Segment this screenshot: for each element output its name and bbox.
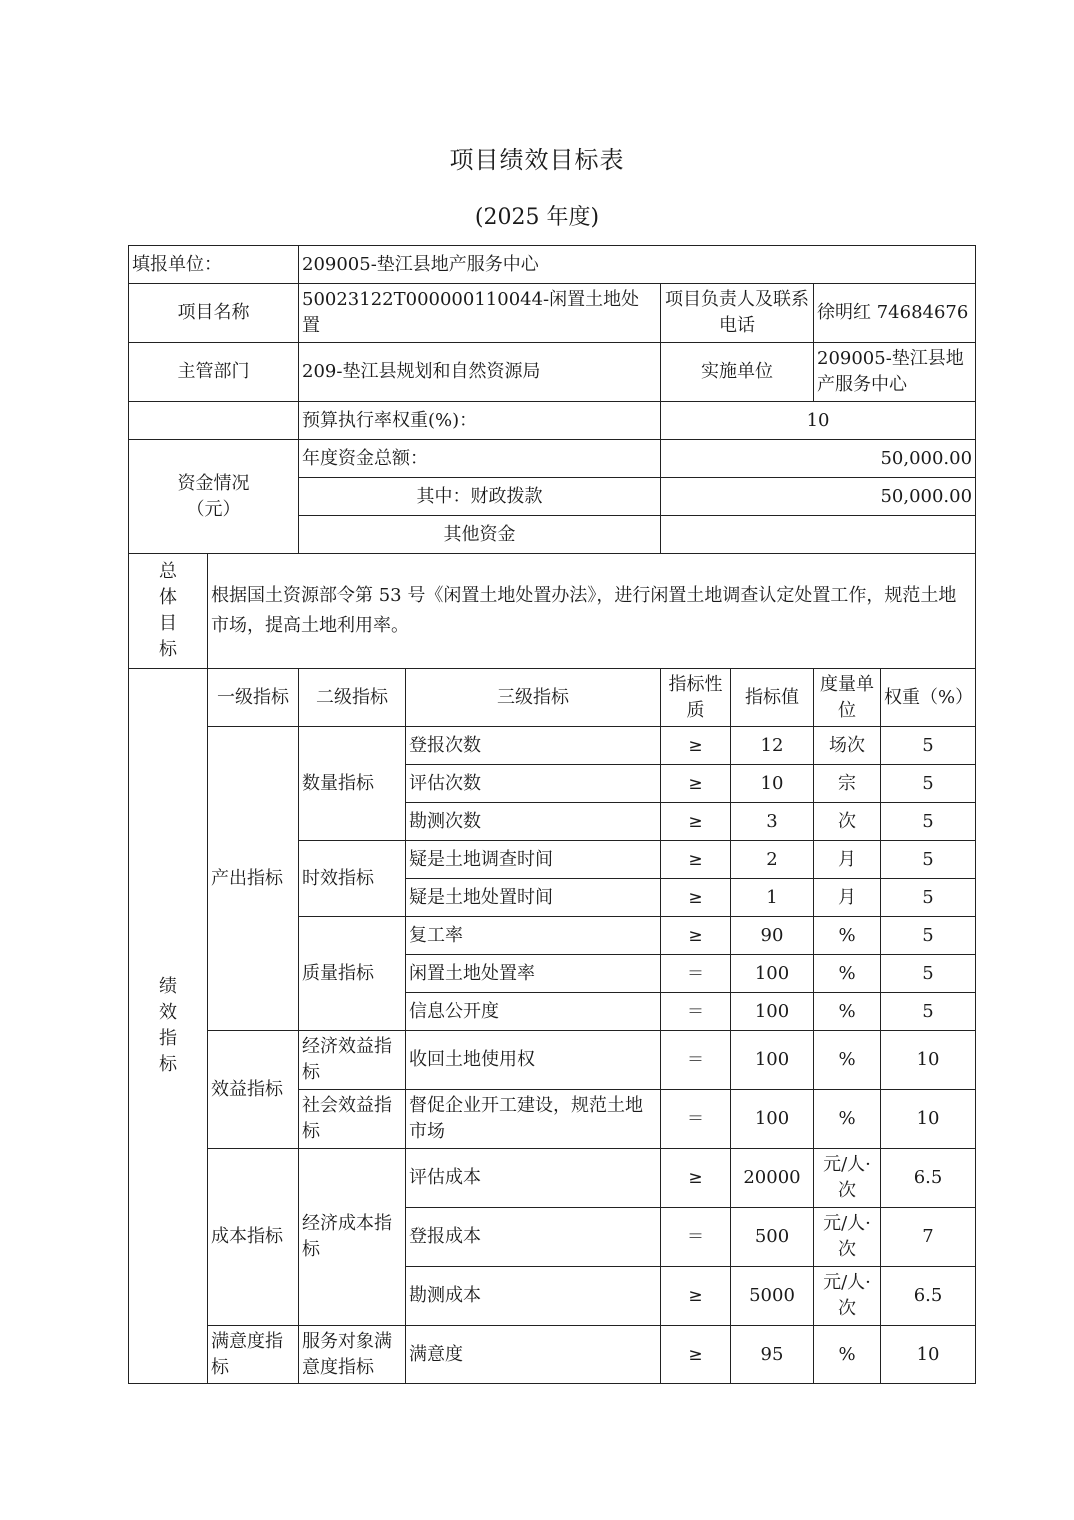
funds-other-value: [661, 516, 976, 554]
subgroup-economic-benefit: 经济效益指标: [299, 1031, 406, 1090]
indicator-weight: 5: [881, 993, 976, 1031]
indicator-name: 勘测成本: [406, 1267, 661, 1326]
indicator-op: ≥: [661, 1149, 731, 1208]
dept-value: 209-垫江县规划和自然资源局: [299, 343, 661, 402]
indicator-value: 100: [731, 955, 814, 993]
funds-other-label: 其他资金: [299, 516, 661, 554]
indicator-unit: 元/人·次: [814, 1149, 881, 1208]
subgroup-economic-cost: 经济成本指标: [299, 1149, 406, 1326]
indicator-name: 满意度: [406, 1326, 661, 1384]
budget-rate-label: 预算执行率权重(%)：: [299, 402, 661, 440]
indicator-value: 100: [731, 1031, 814, 1090]
indicator-unit: %: [814, 1326, 881, 1384]
group-satisfaction: 满意度指标: [208, 1326, 299, 1384]
indicator-unit: 月: [814, 841, 881, 879]
indicator-name: 督促企业开工建设，规范土地市场: [406, 1090, 661, 1149]
indicator-op: ≥: [661, 1326, 731, 1384]
header-level3: 三级指标: [406, 669, 661, 727]
indicator-name: 评估次数: [406, 765, 661, 803]
unit-value: 209005-垫江县地产服务中心: [299, 246, 976, 284]
indicator-op: ＝: [661, 993, 731, 1031]
indicator-unit: %: [814, 955, 881, 993]
indicator-weight: 7: [881, 1208, 976, 1267]
indicator-name: 闲置土地处置率: [406, 955, 661, 993]
header-weight: 权重（%）: [881, 669, 976, 727]
budget-rate-value: 10: [661, 402, 976, 440]
indicator-weight: 5: [881, 765, 976, 803]
project-name-value: 50023122T000000110044-闲置土地处置: [299, 284, 661, 343]
indicator-name: 评估成本: [406, 1149, 661, 1208]
goal-label-text: 总体目标: [159, 561, 177, 660]
indicator-name: 收回土地使用权: [406, 1031, 661, 1090]
project-name-label: 项目名称: [129, 284, 299, 343]
indicator-op: ≥: [661, 765, 731, 803]
header-nature: 指标性质: [661, 669, 731, 727]
header-value: 指标值: [731, 669, 814, 727]
indicator-name: 信息公开度: [406, 993, 661, 1031]
indicator-op: ＝: [661, 1031, 731, 1090]
header-level2: 二级指标: [299, 669, 406, 727]
indicator-op: ≥: [661, 879, 731, 917]
indicator-op: ≥: [661, 841, 731, 879]
indicator-value: 10: [731, 765, 814, 803]
goal-label: [129, 554, 208, 669]
indicator-name: 疑是土地处置时间: [406, 879, 661, 917]
indicator-name: 登报成本: [406, 1208, 661, 1267]
indicator-unit: 月: [814, 879, 881, 917]
indicator-op: ＝: [661, 1090, 731, 1149]
indicator-unit: 宗: [814, 765, 881, 803]
indicator-name: 复工率: [406, 917, 661, 955]
indicator-unit: 元/人·次: [814, 1267, 881, 1326]
indicators-section-label: [129, 669, 208, 1384]
performance-target-table: [128, 245, 976, 1384]
indicator-op: ≥: [661, 1267, 731, 1326]
dept-label: 主管部门: [129, 343, 299, 402]
indicator-unit: 元/人·次: [814, 1208, 881, 1267]
page-title: 项目绩效目标表: [449, 146, 625, 174]
indicator-weight: 10: [881, 1090, 976, 1149]
indicator-op: ＝: [661, 1208, 731, 1267]
subgroup-social-benefit: 社会效益指标: [299, 1090, 406, 1149]
indicator-weight: 6.5: [881, 1267, 976, 1326]
indicator-weight: 5: [881, 803, 976, 841]
indicator-unit: 次: [814, 803, 881, 841]
indicator-unit: %: [814, 993, 881, 1031]
indicator-weight: 5: [881, 727, 976, 765]
indicators-section-text: 绩效指标: [159, 976, 177, 1075]
contact-value: 徐明红 74684676: [814, 284, 976, 343]
indicator-unit: 场次: [814, 727, 881, 765]
indicator-unit: %: [814, 1031, 881, 1090]
group-output: 产出指标: [208, 727, 299, 1031]
indicator-value: 100: [731, 993, 814, 1031]
indicator-value: 3: [731, 803, 814, 841]
group-benefit: 效益指标: [208, 1031, 299, 1149]
goal-text: 根据国土资源部令第 53 号《闲置土地处置办法》，进行闲置土地调查认定处置工作，规范土地市场，提高土地利用率。: [208, 554, 976, 669]
group-cost: 成本指标: [208, 1149, 299, 1326]
header-level1: 一级指标: [208, 669, 299, 727]
funds-annual-value: 50,000.00: [661, 440, 976, 478]
subgroup-service-satisfaction: 服务对象满意度指标: [299, 1326, 406, 1384]
indicator-value: 1: [731, 879, 814, 917]
indicator-weight: 10: [881, 1031, 976, 1090]
indicator-weight: 5: [881, 917, 976, 955]
subgroup-timeliness: 时效指标: [299, 841, 406, 917]
indicator-weight: 5: [881, 841, 976, 879]
budget-rate-blank: [129, 402, 299, 440]
subgroup-quantity: 数量指标: [299, 727, 406, 841]
funds-fiscal-label: 其中：财政拨款: [299, 478, 661, 516]
indicator-value: 2: [731, 841, 814, 879]
indicator-weight: 5: [881, 955, 976, 993]
indicator-value: 12: [731, 727, 814, 765]
indicator-weight: 6.5: [881, 1149, 976, 1208]
impl-value: 209005-垫江县地产服务中心: [814, 343, 976, 402]
indicator-op: ＝: [661, 955, 731, 993]
indicator-value: 90: [731, 917, 814, 955]
funds-annual-label: 年度资金总额：: [299, 440, 661, 478]
indicator-op: ≥: [661, 917, 731, 955]
indicator-op: ≥: [661, 727, 731, 765]
indicator-value: 5000: [731, 1267, 814, 1326]
indicator-value: 500: [731, 1208, 814, 1267]
indicator-weight: 10: [881, 1326, 976, 1384]
indicator-name: 勘测次数: [406, 803, 661, 841]
unit-label: 填报单位：: [129, 246, 299, 284]
page-subtitle: (2025 年度): [474, 205, 600, 230]
indicator-value: 20000: [731, 1149, 814, 1208]
indicator-unit: %: [814, 1090, 881, 1149]
indicator-name: 登报次数: [406, 727, 661, 765]
indicator-value: 100: [731, 1090, 814, 1149]
funds-label: 资金情况（元）: [129, 440, 299, 554]
indicator-weight: 5: [881, 879, 976, 917]
subgroup-quality: 质量指标: [299, 917, 406, 1031]
indicator-unit: %: [814, 917, 881, 955]
funds-fiscal-value: 50,000.00: [661, 478, 976, 516]
indicator-op: ≥: [661, 803, 731, 841]
header-unit: 度量单位: [814, 669, 881, 727]
indicator-value: 95: [731, 1326, 814, 1384]
indicator-name: 疑是土地调查时间: [406, 841, 661, 879]
impl-label: 实施单位: [661, 343, 814, 402]
contact-label: 项目负责人及联系电话: [661, 284, 814, 343]
